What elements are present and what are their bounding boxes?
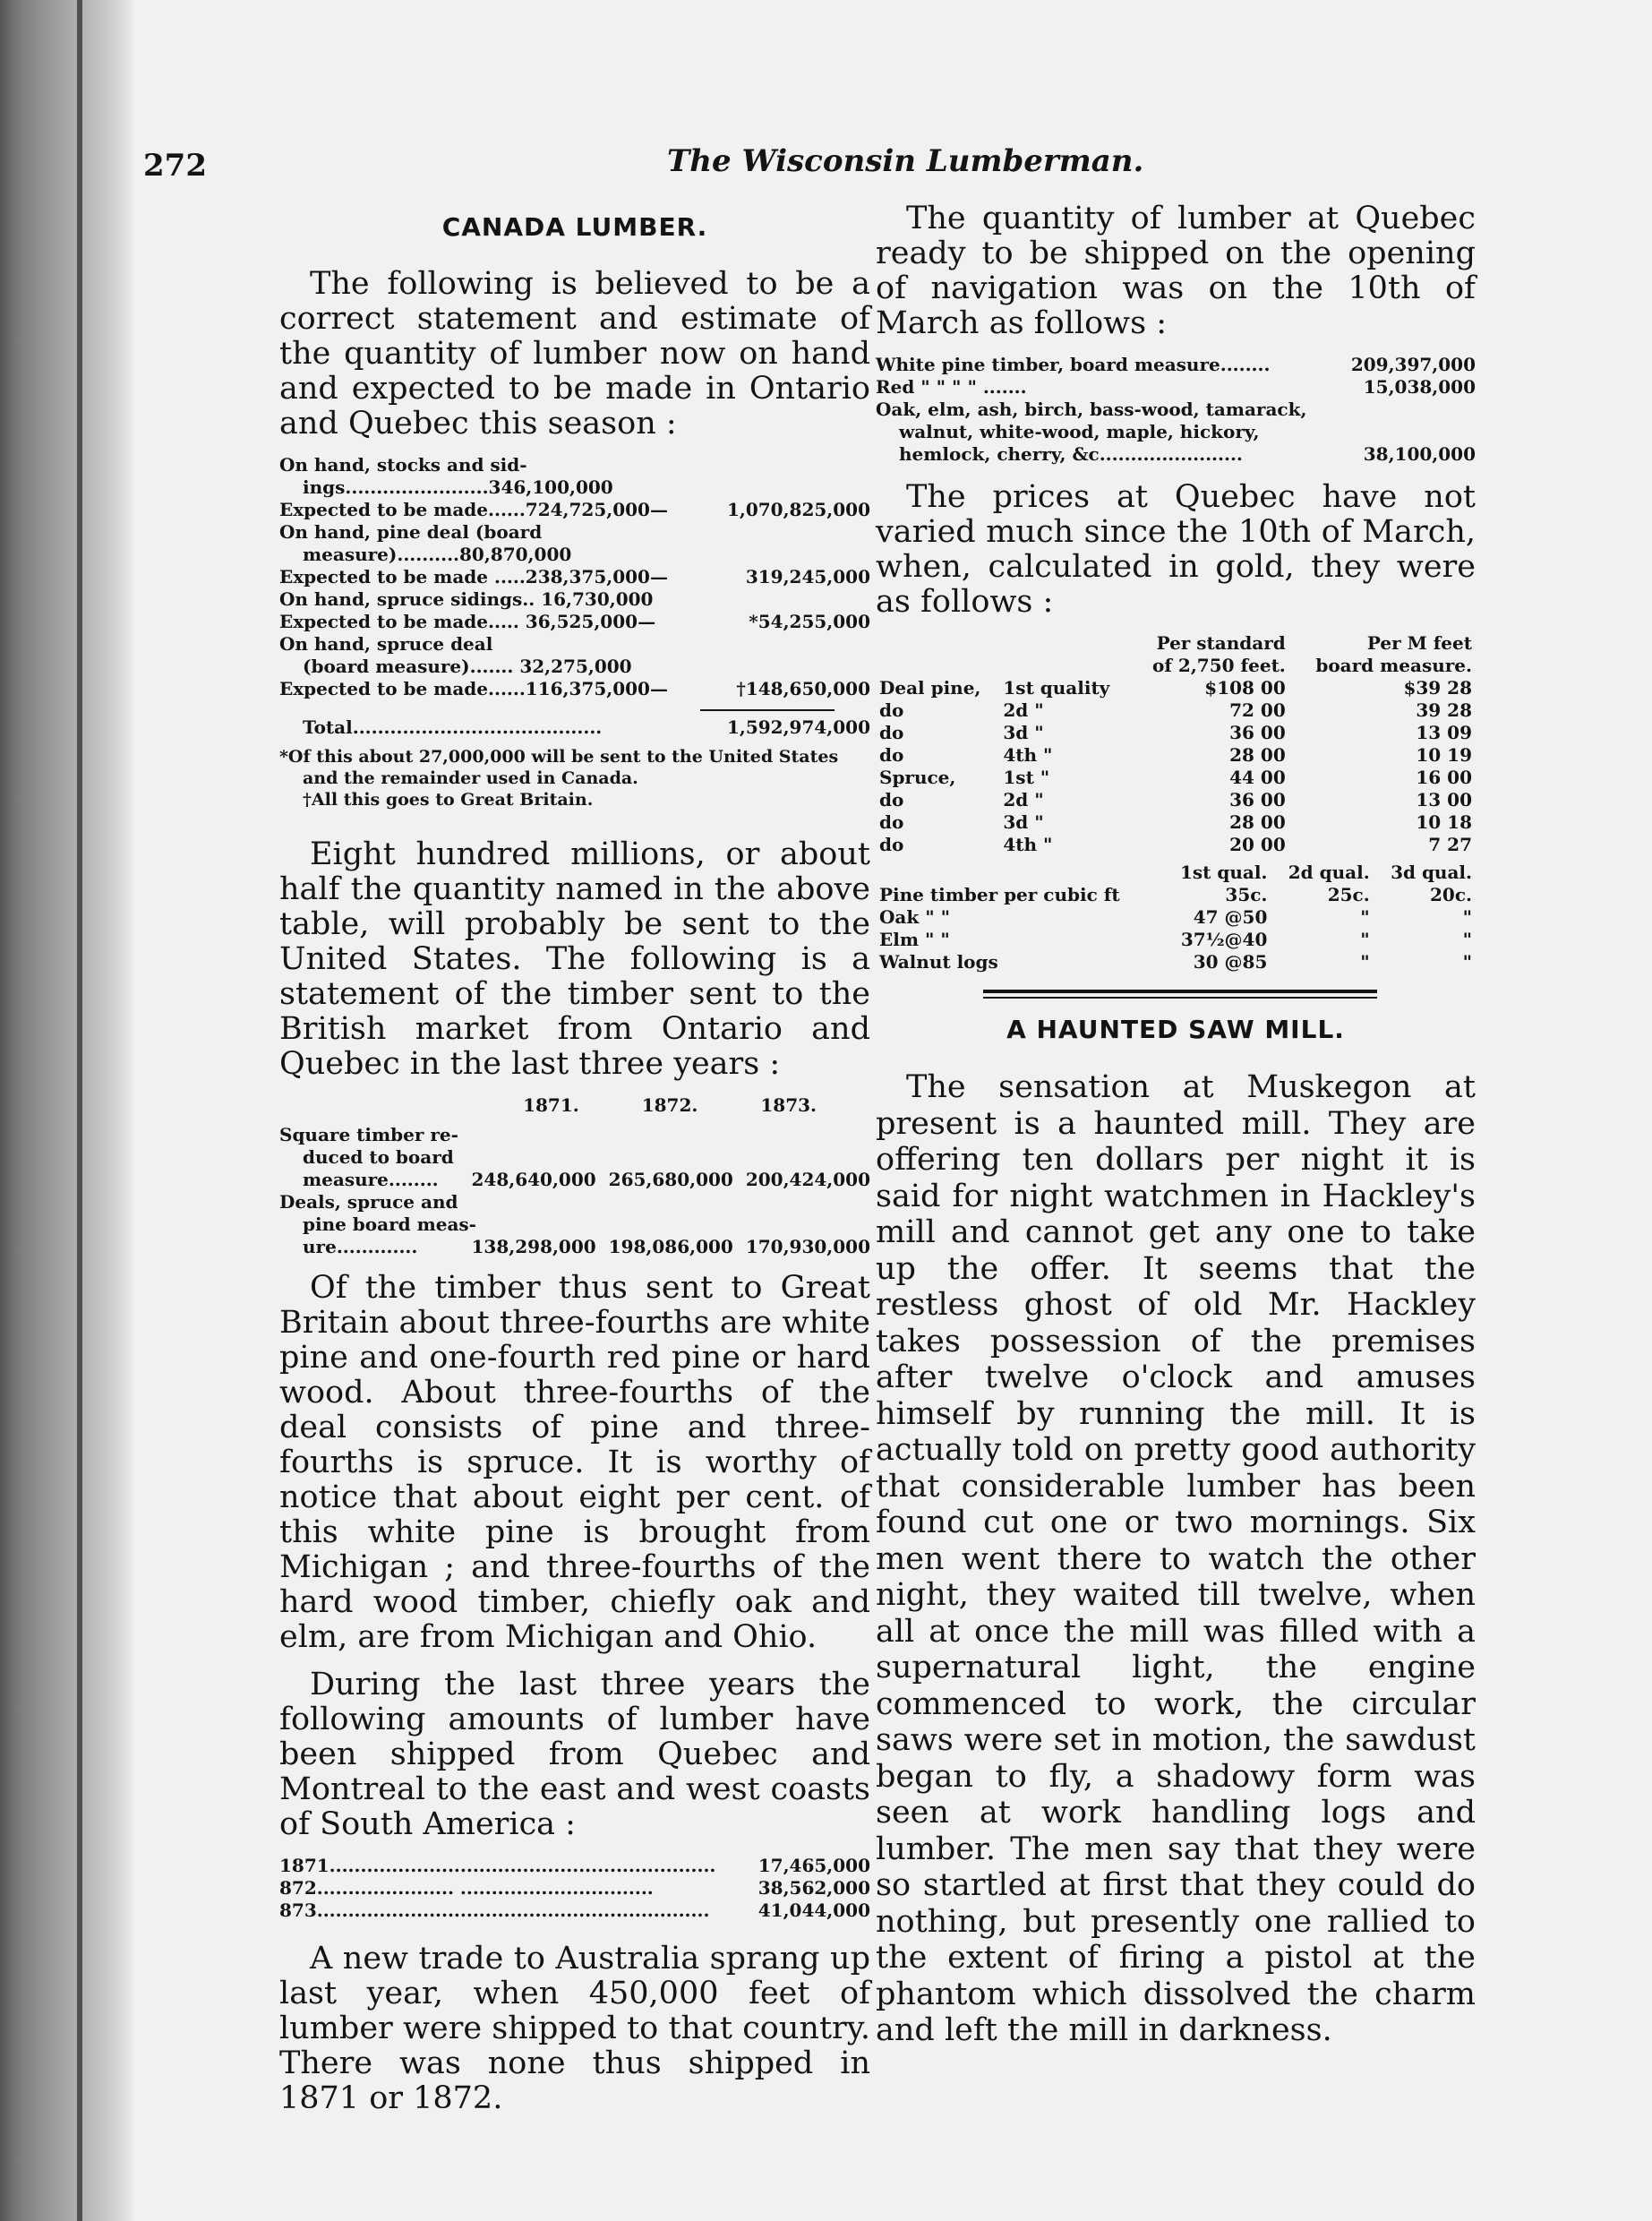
estimate-row-label: (board measure) — [303, 656, 470, 677]
quebec-row-label: White pine timber, board measure — [876, 354, 1220, 375]
price-board: 16 00 — [1416, 767, 1472, 788]
british-row-label: pine board meas- — [303, 1213, 476, 1235]
british-value: 265,680,000 — [608, 1169, 733, 1190]
price-standard: 36 00 — [1229, 722, 1286, 743]
price-board: 10 18 — [1416, 811, 1472, 833]
estimate-row-label: On hand, spruce deal — [279, 633, 493, 655]
quebec-row-label: hemlock, cherry, &c — [899, 443, 1100, 465]
timber-price: " — [1360, 929, 1370, 950]
quebec-table — [876, 354, 1476, 466]
price-header: Per M feet — [1366, 632, 1472, 654]
price-quality: 4th " — [1003, 744, 1053, 766]
british-value: 170,930,000 — [745, 1236, 870, 1257]
timber-price: " — [1462, 929, 1472, 950]
estimate-total: 1,070,825,000 — [726, 499, 870, 520]
timber-price: 25c. — [1327, 884, 1370, 905]
british-row-values: measure........ 248,640,000 265,680,000 200,424,000 — [303, 1169, 870, 1190]
article-heading-haunted-saw-mill: A HAUNTED SAW MILL. — [1006, 1015, 1345, 1044]
price-row — [876, 677, 1476, 699]
south-america-row: 873............................................................... 41,044,000 — [279, 1899, 870, 1921]
price-kind: do — [879, 699, 904, 721]
british-value: 200,424,000 — [745, 1169, 870, 1190]
british-value: 138,298,000 — [471, 1236, 596, 1257]
british-row — [279, 1124, 870, 1191]
price-row — [876, 767, 1476, 789]
year-label: 873 — [279, 1899, 317, 1921]
estimate-amount: 238,375,000 — [525, 566, 650, 587]
price-board: 13 09 — [1416, 722, 1472, 743]
price-row — [876, 834, 1476, 856]
price-kind: do — [879, 834, 904, 855]
estimate-amount: 346,100,000 — [488, 476, 613, 498]
year-header: 1872. — [641, 1094, 698, 1116]
estimate-row-label: Expected to be made — [279, 499, 489, 520]
british-row-label: duced to board — [303, 1146, 454, 1168]
quebec-amount: 38,100,000 — [1363, 443, 1476, 465]
price-board: 7 27 — [1428, 834, 1472, 855]
timber-price: " — [1462, 906, 1472, 928]
estimate-amount: 36,525,000 — [525, 611, 638, 632]
britain-paragraph: Eight hundred millions, or about half the quantity named in the above table, will probably be sent to the United States. The following is a statement of the timber sent to the British market from Ontario and Quebec in the last three years : — [279, 836, 870, 1082]
timber-row — [876, 951, 1476, 973]
price-kind: do — [879, 811, 904, 833]
price-row — [876, 811, 1476, 834]
australia-paragraph: A new trade to Australia sprang up last year, when 450,000 feet of lumber were shipped to that country. There was none thus shipped in 1871 or 1872. — [279, 1941, 870, 2116]
left-column — [279, 202, 870, 2129]
section-divider — [983, 990, 1377, 999]
footnotes — [279, 746, 870, 810]
estimate-row-label: Expected to be made — [279, 678, 489, 699]
estimate-amount: 80,870,000 — [459, 544, 572, 565]
binding-rule — [77, 0, 82, 2221]
timber-price: " — [1462, 951, 1472, 973]
estimate-row: measure)..........80,870,000 — [303, 544, 572, 565]
timber-label: Pine timber per cubic ft — [879, 884, 1120, 905]
estimate-total-row: Total........................................ 1,592,974,000 — [303, 716, 870, 738]
price-row — [876, 722, 1476, 744]
estimate-row-label: On hand, stocks and sid- — [279, 454, 527, 476]
timber-row — [876, 906, 1476, 929]
amount: 17,465,000 — [758, 1855, 870, 1876]
running-title: The Wisconsin Lumberman. — [667, 143, 1144, 179]
south-america-table — [279, 1855, 870, 1922]
estimate-row: Expected to be made..... 36,525,000— *54,255,000 — [279, 611, 870, 632]
total-rule — [700, 709, 835, 711]
price-quality: 1st " — [1003, 767, 1050, 788]
estimate-total: *54,255,000 — [749, 611, 870, 632]
year-header: 1873. — [760, 1094, 817, 1116]
price-quality: 1st quality — [1003, 677, 1110, 699]
price-board: $39 28 — [1403, 677, 1472, 699]
price-header: Per standard — [1156, 632, 1286, 654]
price-row — [876, 789, 1476, 811]
british-row-label: ure — [303, 1236, 337, 1257]
timber-paragraph: Of the timber thus sent to Great Britain about three-fourths are white pine and one-fourth red pine or hard wood. About three-fourths of the deal consists of pine and three-fourths is spruce. It is worthy of notice that about eight per cent. of this white pine is brought from Michigan ; and three-fourths of the hard wood timber, chiefly oak and elm, are from Michigan and Ohio. — [279, 1270, 870, 1655]
estimate-amount: 32,275,000 — [519, 656, 632, 677]
prices-paragraph: The prices at Quebec have not varied much since the 10th of March, when, calculated in gold, they were as follows : — [876, 479, 1476, 620]
quebec-row: hemlock, cherry, &c....................... 38,100,000 — [899, 443, 1476, 465]
price-quality: 4th " — [1003, 834, 1053, 855]
estimate-row: On hand, spruce sidings.. 16,730,000 — [279, 588, 654, 610]
price-kind: do — [879, 722, 904, 743]
british-row-values: ure............. 138,298,000 198,086,000 170,930,000 — [303, 1236, 870, 1257]
price-quality: 2d " — [1003, 789, 1044, 810]
year-label: 872 — [279, 1877, 317, 1899]
price-quality: 2d " — [1003, 699, 1044, 721]
price-header-row — [876, 632, 1476, 655]
south-america-row: 872...................... ............................... 38,562,000 — [279, 1877, 870, 1899]
timber-label: Elm " " — [879, 929, 950, 950]
quebec-row: Red " " " " ....... 15,038,000 — [876, 376, 1476, 398]
total-value: 1,592,974,000 — [726, 716, 870, 738]
estimate-row-label: measure) — [303, 544, 398, 565]
british-value: 248,640,000 — [471, 1169, 596, 1190]
estimate-row-label: On hand, spruce sidings — [279, 588, 523, 610]
price-standard: 20 00 — [1229, 834, 1286, 855]
timber-grid — [876, 862, 1476, 973]
total-label: Total — [303, 716, 353, 738]
price-header-row — [876, 655, 1476, 677]
price-quality: 3d " — [1003, 722, 1044, 743]
timber-price: 35c. — [1225, 884, 1268, 905]
timber-price: " — [1360, 951, 1370, 973]
quebec-row-label: Red " " " " — [876, 376, 977, 398]
price-grid — [876, 632, 1476, 856]
price-header: of 2,750 feet. — [1152, 655, 1286, 676]
haunted-mill-body: The sensation at Muskegon at present is a haunted mill. They are offering ten dollars per night it is said for night watchmen in Hackley's mill and cannot get any one to take up the offer. It seems that the restless ghost of old Mr. Hackley takes possession of the premises after twelve o'clock and amuses himself by running the mill. It is actually told on pretty good authority that considerable lumber has been found cut one or two mornings. Six men went there to watch the other night, they waited till twelve, when all at once the mill was filled with a supernatural light, the engine commenced to work, the circular saws were set in motion, the sawdust began to fly, a shadowy form was seen at work handling logs and lumber. The men say that they were so startled at first that they could do nothing, but presently one rallied to the extent of firing a pistol at the phantom which dissolved the charm and left the mill in darkness. — [876, 1069, 1476, 2048]
price-kind: do — [879, 789, 904, 810]
price-header: board measure. — [1315, 655, 1472, 676]
quebec-row: White pine timber, board measure........ 209,397,000 — [876, 354, 1476, 375]
amount: 38,562,000 — [758, 1877, 870, 1899]
estimate-row-label: On hand, pine deal (board — [279, 521, 543, 543]
price-standard: 28 00 — [1229, 811, 1286, 833]
price-standard: $108 00 — [1204, 677, 1286, 699]
quebec-amount: 209,397,000 — [1350, 354, 1476, 375]
estimate-row: Expected to be made .....238,375,000— 319,245,000 — [279, 566, 870, 587]
timber-price: 37½@40 — [1180, 929, 1268, 950]
quebec-paragraph: The quantity of lumber at Quebec ready to be shipped on the opening of navigation was on the 10th of March as follows : — [876, 201, 1476, 341]
british-row-label: measure — [303, 1169, 389, 1190]
british-year-headers — [279, 1094, 870, 1117]
timber-header: 1st qual. — [1179, 862, 1268, 883]
british-row — [279, 1191, 870, 1258]
estimate-amount: 116,375,000 — [525, 678, 650, 699]
price-standard: 28 00 — [1229, 744, 1286, 766]
quebec-amount: 15,038,000 — [1363, 376, 1476, 398]
estimate-row: Expected to be made......116,375,000— †148,650,000 — [279, 678, 870, 699]
timber-label: Walnut logs — [879, 951, 998, 973]
price-kind: Spruce, — [879, 767, 956, 788]
estimate-row: Expected to be made......724,725,000— 1,070,825,000 — [279, 499, 870, 520]
price-standard: 44 00 — [1229, 767, 1286, 788]
quebec-row-label: Oak, elm, ash, birch, bass-wood, tamarack, — [876, 399, 1307, 420]
timber-row — [876, 929, 1476, 951]
price-quality: 3d " — [1003, 811, 1044, 833]
intro-paragraph: The following is believed to be a correct statement and estimate of the quantity of lumber now on hand and expected to be made in Ontario and Quebec this season : — [279, 266, 870, 442]
price-board: 10 19 — [1416, 744, 1472, 766]
south-america-paragraph: During the last three years the following amounts of lumber have been shipped from Quebec and Montreal to the east and west coasts of South America : — [279, 1667, 870, 1842]
british-value: 198,086,000 — [608, 1236, 733, 1257]
price-board: 13 00 — [1416, 789, 1472, 810]
estimate-row: (board measure)....... 32,275,000 — [303, 656, 632, 677]
price-board: 39 28 — [1416, 699, 1472, 721]
estimate-row-label: Expected to be made — [279, 566, 489, 587]
timber-header: 3d qual. — [1391, 862, 1472, 883]
amount: 41,044,000 — [758, 1899, 870, 1921]
price-row — [876, 699, 1476, 722]
timber-price: " — [1360, 906, 1370, 928]
timber-header: 2d qual. — [1288, 862, 1370, 883]
price-row — [876, 744, 1476, 767]
price-standard: 36 00 — [1229, 789, 1286, 810]
british-table — [279, 1094, 870, 1258]
timber-header-row — [876, 862, 1476, 884]
timber-price: 47 @50 — [1193, 906, 1268, 928]
footnote-dagger: †All this goes to Great Britain. — [303, 790, 594, 810]
right-column — [876, 202, 1476, 2062]
price-standard: 72 00 — [1229, 699, 1286, 721]
timber-price: 30 @85 — [1193, 951, 1268, 973]
british-row-label: Square timber re- — [279, 1124, 458, 1145]
timber-label: Oak " " — [879, 906, 951, 928]
estimate-row-label: Expected to be made — [279, 611, 489, 632]
book-binding — [0, 0, 134, 2221]
timber-row — [876, 884, 1476, 906]
quebec-row-label: walnut, white-wood, maple, hickory, — [899, 421, 1260, 442]
timber-price: 20c. — [1430, 884, 1472, 905]
british-row-label: Deals, spruce and — [279, 1191, 458, 1213]
year-header: 1871. — [523, 1094, 579, 1116]
price-kind: Deal pine, — [879, 677, 981, 699]
estimate-row-label: ings — [303, 476, 346, 498]
estimate-total: 319,245,000 — [745, 566, 870, 587]
estimate-amount: 16,730,000 — [541, 588, 654, 610]
footnote-star: *Of this about 27,000,000 will be sent to the United States and the remainder used in Canada. — [279, 747, 839, 788]
estimate-row: ings.......................346,100,000 — [303, 476, 613, 498]
south-america-row: 1871.............................................................. 17,465,000 — [279, 1855, 870, 1876]
estimate-total: †148,650,000 — [736, 678, 870, 699]
estimate-amount: 724,725,000 — [525, 499, 650, 520]
price-kind: do — [879, 744, 904, 766]
year-label: 1871 — [279, 1855, 330, 1876]
price-table — [876, 632, 1476, 973]
page-number: 272 — [143, 148, 207, 184]
article-heading-canada-lumber: CANADA LUMBER. — [441, 212, 708, 242]
estimate-table — [279, 454, 870, 739]
